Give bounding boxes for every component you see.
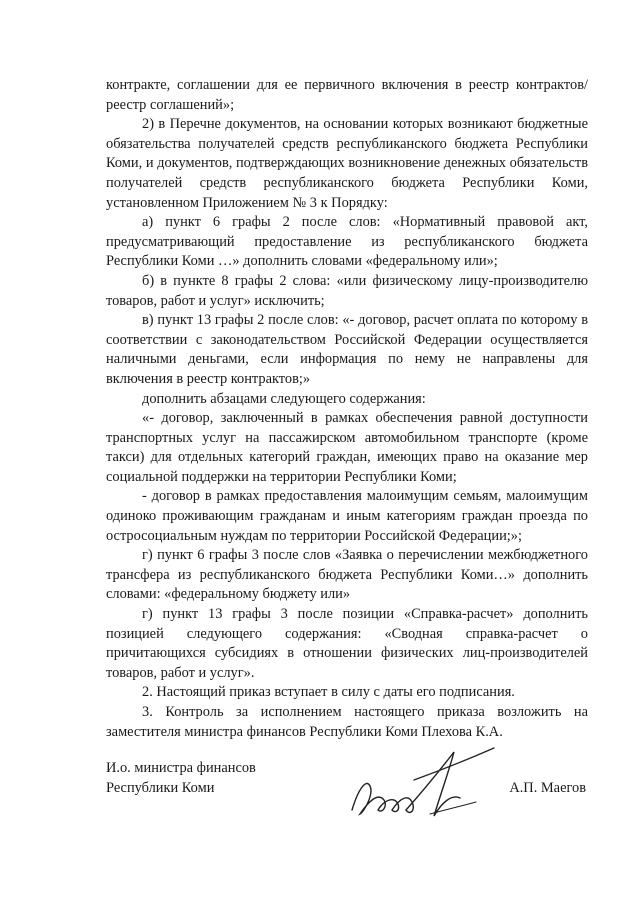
signature-block — [106, 750, 588, 830]
paragraph-8: - договор в рамках предоставления малоимущим семьям, малоимущим одиноко проживающим гражданам и иным категориям граждан проезда по остросоциальным нуждам по территории Российской Федерации;»; — [106, 488, 588, 544]
paragraph-12: 3. Контроль за исполнением настоящего приказа возложить на заместителя министра финансов Республики Коми Плехова К.А. — [106, 704, 588, 740]
signatory-title — [106, 758, 256, 798]
signatory-title-line-2: Республики Коми — [106, 780, 215, 796]
paragraph-3: а) пункт 6 графы 2 после слов: «Нормативный правовой акт, предусматривающий предоставление из республиканского бюджета Республики Коми …» дополнить словами «федеральному или»; — [106, 214, 588, 270]
signatory-name: А.П. Маегов — [509, 780, 586, 796]
paragraph-2: 2) в Перечне документов, на основании которых возникают бюджетные обязательства получателей средств республиканского бюджета Республики Коми, и документов, подтверждающих возникновение денежных обязательств получателей средств республиканского бюджета Республики Коми, установленном Приложением № 3 к Порядку: — [106, 116, 588, 211]
paragraph-1: контракте, соглашении для ее первичного включения в реестр контрактов/реестр соглашений»; — [106, 77, 588, 113]
paragraph-4: б) в пункте 8 графы 2 слова: «или физическому лицу-производителю товаров, работ и услуг» исключить; — [106, 272, 588, 309]
paragraph-11: 2. Настоящий приказ вступает в силу с даты его подписания. — [142, 684, 515, 701]
paragraph-5: в) пункт 13 графы 2 после слов: «- договор, расчет оплата по которому в соответствии с законодательством Российской Федерации осуществляется наличными деньгами, если информация по нему не направлены для включения в реестр контрактов;» — [106, 312, 588, 387]
signatory-title-line-1: И.о. министра финансов — [106, 760, 256, 776]
paragraph-9: г) пункт 6 графы 3 после слов «Заявка о перечислении межбюджетного трансфера из республиканского бюджета Республики Коми…» дополнить словами: «федеральному бюджету или» — [106, 547, 588, 603]
document-body — [106, 76, 588, 742]
handwritten-signature — [344, 740, 504, 830]
paragraph-10: г) пункт 13 графы 3 после позиции «Справка-расчет» дополнить позицией следующего содержания: «Сводная справка-расчет о причитающихся субсидиях в отношении физических лиц-производителей товаров, работ и услуг». — [106, 606, 588, 681]
paragraph-6: дополнить абзацами следующего содержания: — [142, 390, 426, 407]
paragraph-7: «- договор, заключенный в рамках обеспечения равной доступности транспортных услуг на пассажирском автомобильном транспорте (кроме такси) для отдельных категорий граждан, имеющих право на оказание мер социальной поддержки на территории Республики Коми; — [106, 410, 588, 485]
